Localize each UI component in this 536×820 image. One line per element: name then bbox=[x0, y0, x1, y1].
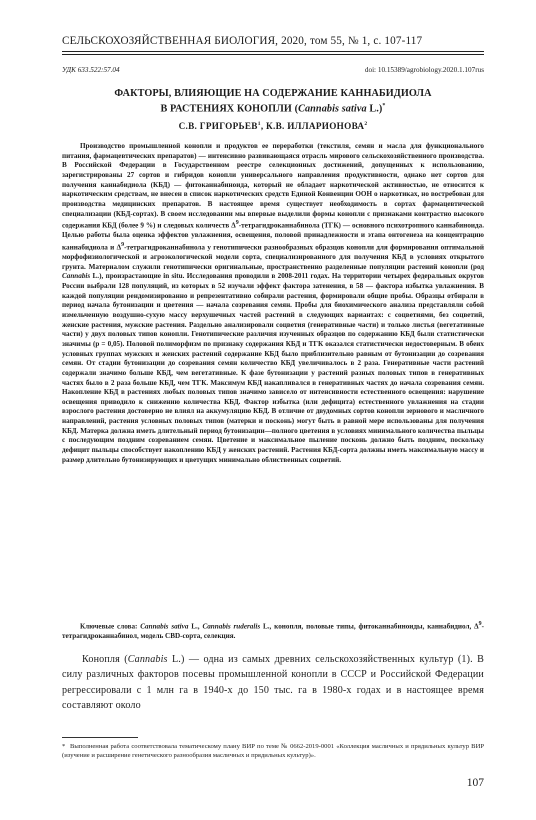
footnote-text: Выполненная работа соответствовала тематическому плану ВИР по теме № 0662-2019-0001 «Коллекция масличных и прядильных культур ВИР (изучение и расширение генетического разнообразия масличных и прядильных культур)». bbox=[62, 743, 484, 759]
running-head: СЕЛЬСКОХОЗЯЙСТВЕННАЯ БИОЛОГИЯ, 2020, том 55, № 1, с. 107-117 bbox=[62, 35, 423, 47]
body-paragraph bbox=[62, 652, 484, 713]
body-start: Конопля ( bbox=[82, 654, 128, 665]
author-separator: , bbox=[260, 121, 267, 132]
keyword-cannabis-sativa: Cannabis sativa bbox=[140, 622, 189, 631]
header-rule-thin bbox=[62, 54, 484, 55]
title-line-1: ФАКТОРЫ, ВЛИЯЮЩИЕ НА СОДЕРЖАНИЕ КАННАБИДИОЛА bbox=[114, 88, 432, 99]
title-footnote-mark: * bbox=[382, 103, 386, 110]
journal-page bbox=[62, 0, 484, 820]
page-number: 107 bbox=[466, 777, 484, 789]
header-rule-thick bbox=[62, 51, 484, 52]
delta-superscript: 9 bbox=[121, 241, 125, 248]
author-list bbox=[62, 121, 484, 131]
abstract-part-4: L.), произрастающие in situ. Исследования проводили в 2008-2011 годах. На территории четырех федеральных округов России выбрали 128 популяций, из которых в 52 изучали эффект фактора затенения, в 58 — фактора избытка увлажнения. В каждой популяции рендомизированно и репрезентативно собирали растения, формировали общие пробы. Образцы отбирали в период начала бутонизации и цветения — начала созревания семян. Пробы для биохимического анализа представляли собой измельченную воздушно-сухую массу верхушечных частей растений в следующих вариантах: с соцветиями, без соцветий, женские растения, мужские растения. Раздельно анализировали соцветия (генеративные части) и только листья (вегетативные части) у двух половых типов конопли. Генотипические различия изученных образцов по содержанию КБД были статистически значимы (р = 0,05). Половой полиморфизм по признаку содержания КБД и ТГК оказался статистически недостоверным. В обеих условных группах мужских и женских растений содержание КБД было приблизительно равным от бутонизации до созревания семян. От стадии бутонизации до созревания семян количество КБД увеличивалось в 2 раза. Генеративные части растений содержали значимо больше КБД, чем вегетативные. К фазе бутонизации у растений разных половых типов в генеративных частях было в 2 раза больше КБД, чем ТГК. Максимум КБД накапливался в генеративных частях до начала созревания семян. Накопление КБД в растениях любых половых типов значимо зависело от интенсивности естественного освещения: нарушение освещения приводило к снижению количества КБД. Фактор избытка (или дефицита) естественного увлажнения на стадии взрослого растения достоверно не влиял на аккумуляцию КБД. В отличие от двудомных сортов конопли зернового и масличного направлений, растения условных половых типов (матерки и посконь) могут быть в равной мере использованы для получения КБД. Матерка должна иметь длительный период бутонизации—полного цветения в условиях минимального количества пыльцы с последующим поздним созреванием семян. Цветение и максимальное пыление посконь должно быть поздним, поскольку дефицит пыльцы способствует накоплению КБД у женских растений. Растения КБД-сорта должны иметь максимальную массу и размер длительно бутонизирующих и цветущих минимально облиственных соцветий. bbox=[62, 272, 484, 464]
title-species: Cannabis sativa bbox=[298, 103, 367, 115]
keywords-label: Ключевые слова: bbox=[80, 622, 141, 631]
keywords-middle: L., конопля, половые типы, фитоканнабиноиды, каннабидиол, bbox=[260, 622, 475, 631]
title-line-2-suffix: L.) bbox=[366, 103, 383, 115]
author-2: К.В. ИЛЛАРИОНОВА bbox=[266, 121, 365, 132]
body-genus: Cannabis bbox=[127, 654, 168, 665]
delta-symbol: Δ bbox=[231, 221, 236, 230]
delta-symbol: Δ bbox=[116, 243, 122, 252]
doi[interactable]: doi: 10.15389/agrobiology.2020.1.107rus bbox=[364, 66, 484, 74]
author-1: С.В. ГРИГОРЬЕВ bbox=[178, 121, 258, 132]
author-1-affiliation: 1 bbox=[257, 121, 261, 127]
delta-superscript: 9 bbox=[235, 220, 239, 227]
keywords bbox=[62, 620, 484, 642]
footnote-rule bbox=[62, 737, 138, 738]
keyword-cannabis-ruderalis: Cannabis ruderalis bbox=[202, 622, 261, 631]
genus-name: Cannabis bbox=[62, 272, 91, 281]
keyword-separator: L., bbox=[188, 622, 203, 631]
title-line-2-prefix: В РАСТЕНИЯХ КОНОПЛИ ( bbox=[160, 103, 299, 115]
title-line-2 bbox=[62, 100, 484, 116]
delta-symbol: Δ bbox=[474, 622, 479, 631]
udk-code: УДК 633.522:57.04 bbox=[62, 66, 120, 74]
body-rest: L.) — одна из самых древних сельскохозяйственных культур (1). В силу различных факторов посевы промышленной конопли в СССР и Российской Федерации регрессировали с 1 млн га в 1940-х до 150 тыс. га в 1980-х годах и в настоящее время составляют около bbox=[62, 654, 485, 711]
abstract-part-3: -тетрагидроканнабинола у генотипически разнообразных образцов конопли для формирования оптимальной морфофизиологической и агроэкологической модели сорта, специализированного для получения КБД в условиях открытого грунта. Материалом служили генотипически оригинальные, пространственно разделенные популяции растений конопли (род bbox=[62, 243, 484, 271]
abstract-part-2: -тетрагидроканнабинола (ТГК) — основного психотропного каннабиноида. Целью работы была оценка эффектов увлажнения, освещения, половой принадлежности и этапа онтогенеза на концентрацию каннабидиола и bbox=[62, 221, 485, 252]
footnote bbox=[62, 742, 484, 760]
delta-superscript: 9 bbox=[478, 621, 482, 627]
abstract-part-1: Производство промышленной конопли и продуктов ее переработки (текстиля, семян и масла для функционального питания, фармацевтических препаратов) — интенсивно развивающаяся отрасль мирового сельскохозяйственного производства. В Российской Федерации в Государственном реестре селекционных достижений, допущенных к использованию, зарегистрированы 27 сортов и гибридов конопли универсального направления продуктивности, однако нет сортов для получения каннабидиола (КБД) — фитоканнабиноида, который не обладает наркотической активностью, не относится к наркотическим средствам, не внесен в список наркотических средств Единой Конвенции ООН о наркотиках, но востребован для производства медицинских препаратов. В настоящее время существует необходимость в сортах фармацевтической специализации (КБД-сортах). В своем исследовании мы впервые выделили формы конопли с признаками контрастно высокого содержания КБД (более 9 %) и следовых количеств bbox=[62, 142, 484, 230]
footnote-mark: * bbox=[62, 743, 66, 750]
author-2-affiliation: 2 bbox=[364, 121, 368, 127]
article-meta bbox=[62, 66, 484, 74]
keywords-rest: -тетрагидроканнабинол, модель CBD-сорта, селекция. bbox=[62, 622, 485, 641]
article-title bbox=[62, 88, 484, 116]
abstract bbox=[62, 142, 484, 465]
